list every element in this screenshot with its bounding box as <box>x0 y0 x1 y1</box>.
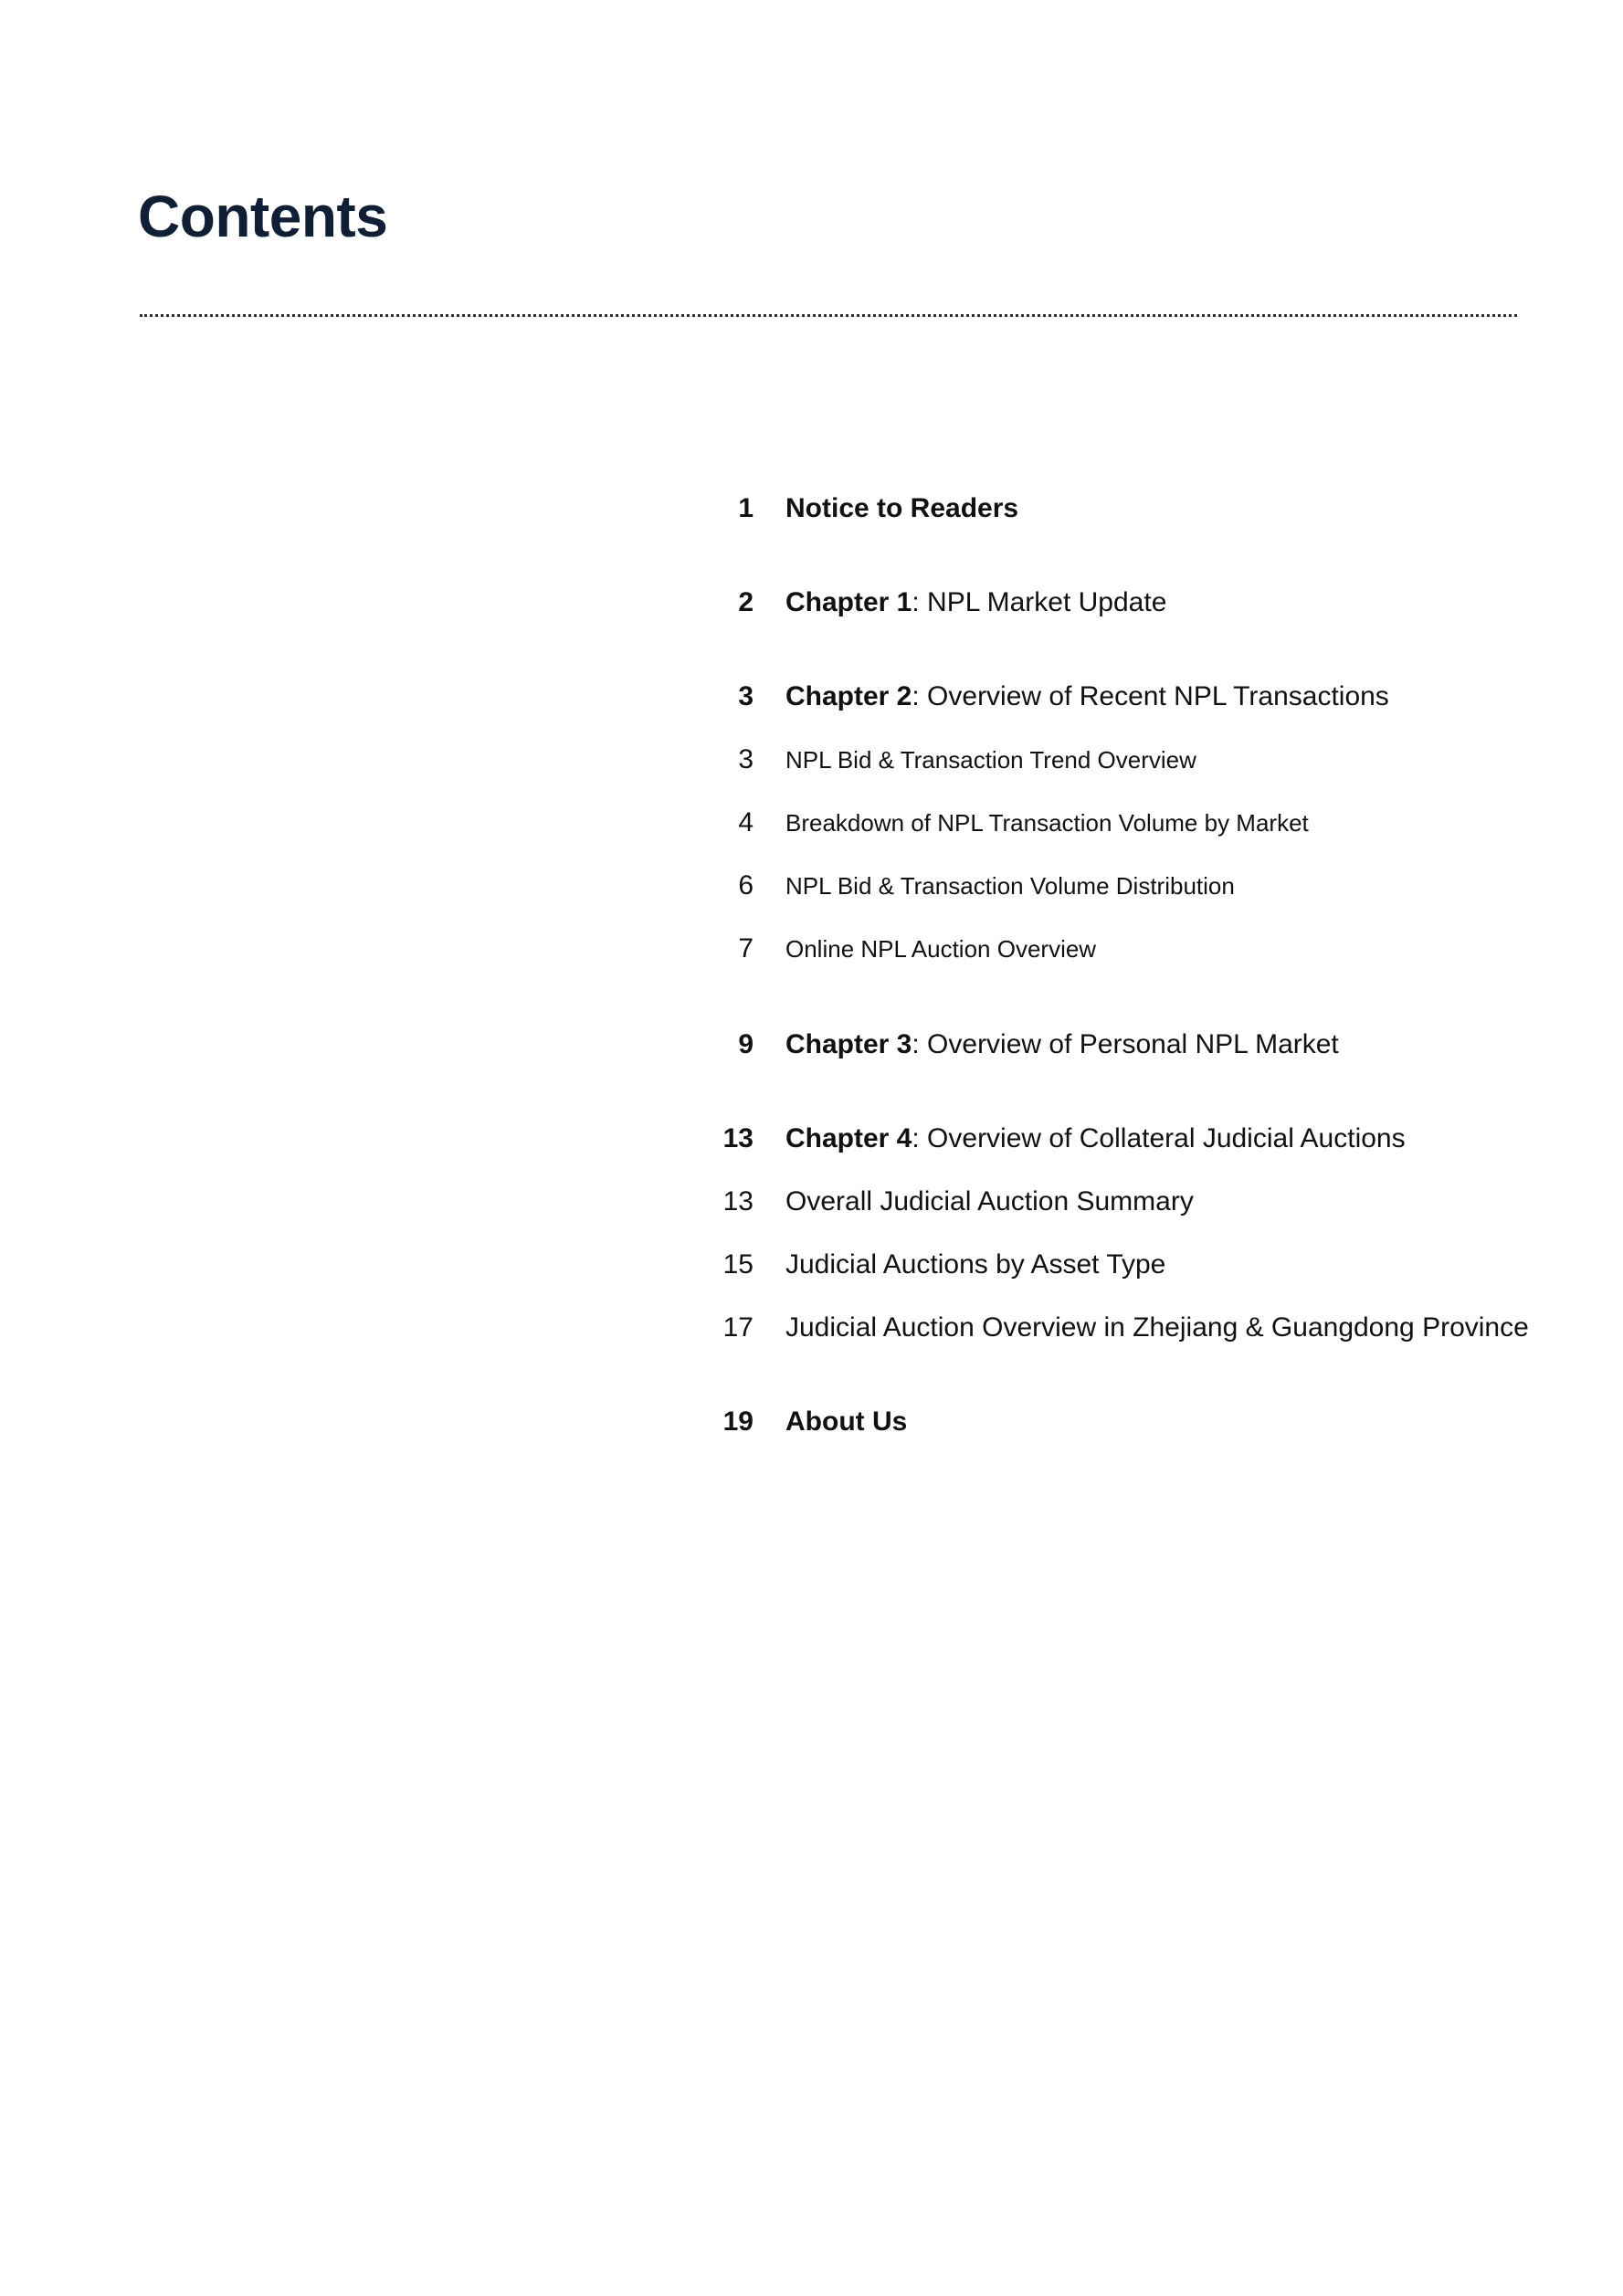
page-title: Contents <box>138 184 388 249</box>
toc-page-number: 13 <box>722 1123 754 1153</box>
toc-entry-chapter-2[interactable] <box>712 681 1562 718</box>
toc-subentry-online-auction[interactable] <box>712 933 1562 970</box>
toc-entry-about-us[interactable] <box>712 1406 1562 1443</box>
toc-page-number: 13 <box>722 1186 754 1216</box>
toc-subentry-bid-transaction-trend[interactable] <box>712 744 1562 781</box>
toc-entry-label: Notice to Readers <box>785 493 1019 523</box>
toc-entry-label: NPL Bid & Transaction Trend Overview <box>785 746 1196 774</box>
toc-entry-label: NPL Bid & Transaction Volume Distribution <box>785 872 1235 900</box>
toc-entry-label: Breakdown of NPL Transaction Volume by Market <box>785 809 1309 837</box>
toc-page-number: 6 <box>738 870 754 900</box>
toc-entry-label: Chapter 3: Overview of Personal NPL Market <box>785 1029 1339 1059</box>
toc-page-number: 2 <box>738 587 754 617</box>
toc-subentry-judicial-summary[interactable] <box>712 1186 1562 1223</box>
toc-page-number: 17 <box>722 1312 754 1343</box>
toc-page-number: 3 <box>738 744 754 774</box>
toc-page-number: 7 <box>738 933 754 964</box>
toc-page-number: 9 <box>738 1029 754 1059</box>
toc-subentry-zhejiang-guangdong[interactable] <box>712 1312 1562 1349</box>
toc-entry-label: About Us <box>785 1406 908 1437</box>
toc-page-number: 19 <box>722 1406 754 1437</box>
toc-page-number: 4 <box>738 807 754 837</box>
toc-entry-label: Judicial Auction Overview in Zhejiang & Guangdong Province <box>785 1312 1529 1343</box>
toc-page-number: 15 <box>722 1249 754 1280</box>
toc-entry-chapter-3[interactable] <box>712 1029 1562 1066</box>
toc-entry-notice-to-readers[interactable] <box>712 493 1562 530</box>
toc-page-number: 1 <box>738 493 754 523</box>
toc-subentry-volume-distribution[interactable] <box>712 870 1562 907</box>
toc-entry-label: Chapter 2: Overview of Recent NPL Transactions <box>785 681 1389 711</box>
toc-entry-label: Overall Judicial Auction Summary <box>785 1186 1194 1216</box>
toc-entry-chapter-1[interactable] <box>712 587 1562 624</box>
toc-page-number: 3 <box>738 681 754 711</box>
toc-entry-label: Chapter 4: Overview of Collateral Judicial Auctions <box>785 1123 1406 1153</box>
toc-entry-label: Chapter 1: NPL Market Update <box>785 587 1167 617</box>
toc-entry-label: Judicial Auctions by Asset Type <box>785 1249 1166 1280</box>
toc-subentry-by-asset-type[interactable] <box>712 1249 1562 1286</box>
toc-subentry-volume-by-market[interactable] <box>712 807 1562 844</box>
toc-entry-chapter-4[interactable] <box>712 1123 1562 1160</box>
toc-entry-label: Online NPL Auction Overview <box>785 935 1097 963</box>
